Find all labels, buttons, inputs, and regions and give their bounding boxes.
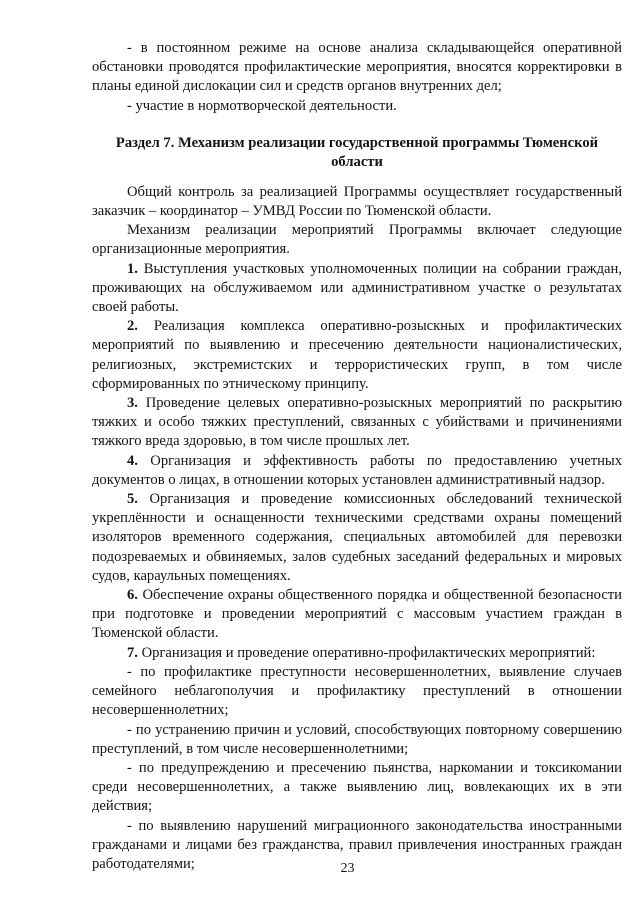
list-item-text: Обеспечение охраны общественного порядка и общественной безопасности при подготовке и проведении мероприятий с массовым участием граждан в Тюменской области.	[92, 587, 622, 642]
list-item-4	[92, 452, 622, 490]
intro-paragraph-1: - в постоянном режиме на основе анализа складывающейся оперативной обстановки проводятся профилактические мероприятия, вносятся корректировки в планы единой дислокации сил и средств органов внутренних дел;	[92, 40, 622, 95]
list-item-number: 3.	[127, 395, 138, 412]
list-item-text: Организация и эффективность работы по предоставлению учетных документов о лицах, в отношении которых установлен административный надзор.	[92, 452, 622, 488]
section-paragraph-1: Общий контроль за реализацией Программы осуществляет государственный заказчик – координатор – УМВД России по Тюменской области.	[92, 183, 622, 220]
list-item-text: Выступления участковых уполномоченных полиции на собрании граждан, проживающих на обслуживаемом или административном участке о результатах своей работы.	[92, 260, 622, 316]
section-title: Раздел 7. Механизм реализации государственной программы Тюменской области	[115, 134, 599, 170]
intro-paragraph-2: - участие в нормотворческой деятельности.	[127, 97, 397, 114]
list-item-number: 2.	[127, 318, 138, 335]
list-item-text: Организация и проведение оперативно-профилактических мероприятий:	[141, 644, 596, 661]
list-item-number: 4.	[127, 452, 138, 469]
list-item-text: Реализация комплекса оперативно-розыскных и профилактических мероприятий по выявлению и пресечению деятельности националистических, религиозных, экстремистских и террористических групп, в том числе сформированных по этническому принципу.	[92, 318, 623, 392]
sub-item-2: - по устранению причин и условий, способствующих повторному совершению преступлений, в том числе несовершеннолетними;	[92, 721, 622, 757]
list-item-7	[92, 644, 622, 663]
sub-item-4: - по выявлению нарушений миграционного законодательства иностранными гражданами и лицами без гражданства, правил привлечения иностранных граждан работодателями;	[92, 817, 622, 872]
list-item-number: 6.	[127, 587, 138, 604]
list-item-text: Проведение целевых оперативно-розыскных мероприятий по раскрытию тяжких и особо тяжких преступлений, связанных с убийствами и причинениями тяжкого вреда здоровью, в том числе прошлых лет.	[92, 395, 623, 450]
sub-item-1: - по профилактике преступности несовершеннолетних, выявление случаев семейного неблагополучия и профилактику преступлений в отношении несовершеннолетних;	[92, 663, 622, 719]
list-item-number: 7.	[127, 644, 138, 661]
list-item-1	[92, 260, 622, 318]
list-item-5	[92, 490, 622, 586]
list-item-3	[92, 394, 622, 452]
list-item-text: Организация и проведение комиссионных обследований технической укреплённости и оснащенности техническими средствами охраны помещений изоляторов временного содержания, специальных автомобилей для перевозки подозреваемых и обвиняемых, залов судебных заседаний федеральных и мировых судов, караульных помещениях.	[92, 491, 622, 584]
list-item-2	[92, 317, 622, 394]
sub-item-3: - по предупреждению и пресечению пьянства, наркомании и токсикомании среди несовершеннолетних, а также выявлению лиц, вовлекающих их в эти действия;	[92, 759, 622, 815]
list-item-number: 1.	[127, 260, 138, 277]
page-number: 23	[340, 861, 355, 876]
list-item-number: 5.	[127, 491, 138, 508]
list-item-6	[92, 586, 622, 644]
section-paragraph-2: Механизм реализации мероприятий Программы включает следующие организационные мероприятия.	[92, 222, 622, 258]
